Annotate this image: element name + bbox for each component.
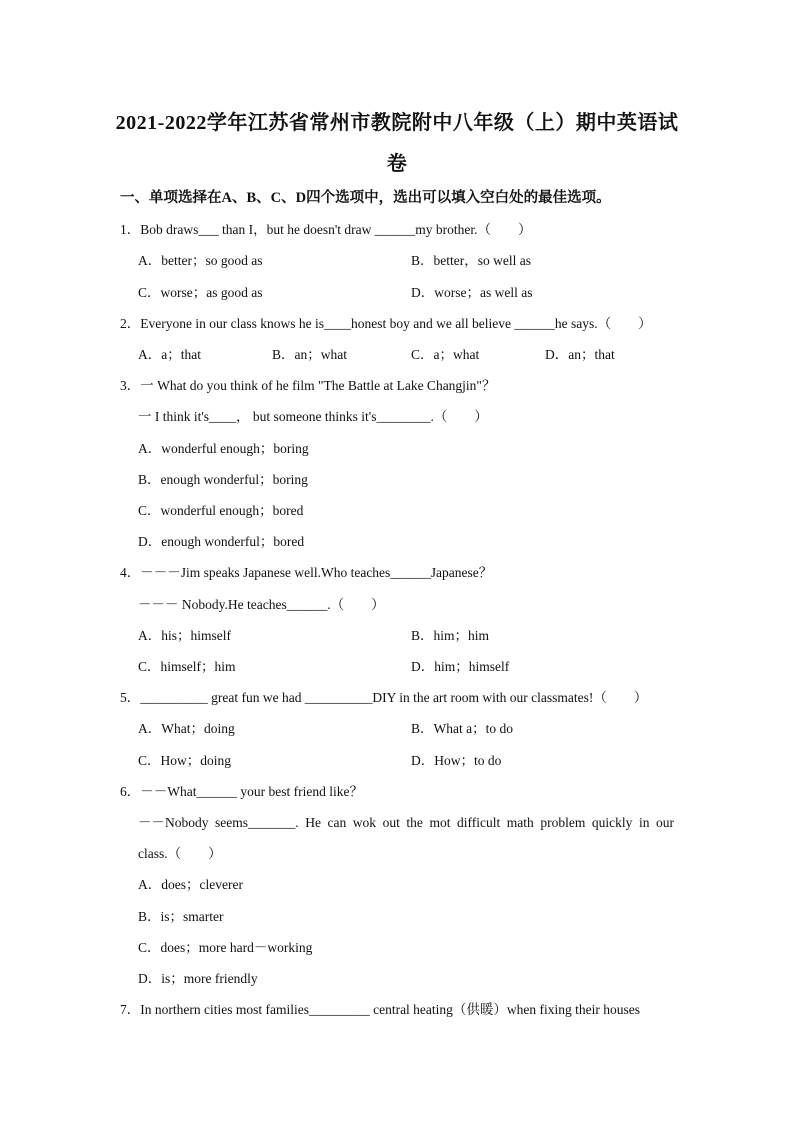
question-5-stem: 5．__________ great fun we had __________DIY in the art room with our classmates!（ ） bbox=[120, 690, 648, 705]
question-4-stem: 4．－－－Jim speaks Japanese well.Who teaches______Japanese？ bbox=[120, 565, 493, 580]
question-1-option-a: A．better；so good as bbox=[138, 253, 263, 268]
question-6-option-b: B．is；smarter bbox=[138, 909, 224, 924]
question-6-stem-reply: －－Nobody seems_______. He can wok out the mot difficult math problem quickly in our bbox=[138, 815, 674, 830]
question-4-option-b: B．him；him bbox=[411, 628, 490, 643]
question-5-option-b: B．What a；to do bbox=[411, 721, 513, 736]
question-1-option-c: C．worse；as good as bbox=[138, 285, 263, 300]
question-3-stem: 3．一 What do you think of he film "The Battle at Lake Changjin"？ bbox=[120, 378, 496, 393]
question-6-stem-end: class.（ ） bbox=[138, 846, 222, 861]
exam-title-line1: 2021-2022学年江苏省常州市教院附中八年级（上）期中英语试 bbox=[115, 112, 679, 134]
question-6-option-c: C．does；more hard－working bbox=[138, 940, 313, 955]
question-1-option-d: D．worse；as well as bbox=[411, 285, 533, 300]
question-5-option-c: C．How；doing bbox=[138, 753, 232, 768]
question-1-option-b: B．better，so well as bbox=[411, 253, 531, 268]
question-2-option-b: B．an；what bbox=[272, 347, 347, 362]
exam-title-line2: 卷 bbox=[386, 153, 408, 175]
question-5-option-d: D．How；to do bbox=[411, 753, 502, 768]
question-3-stem-reply: 一 I think it's____， but someone thinks it's________.（ ） bbox=[138, 409, 488, 424]
question-3-option-a: A．wonderful enough；boring bbox=[138, 441, 309, 456]
question-6-stem: 6．－－What______ your best friend like？ bbox=[120, 784, 363, 799]
question-1-stem: 1．Bob draws___ than I，but he doesn't draw ______my brother.（ ） bbox=[120, 222, 532, 237]
question-2-option-a: A．a；that bbox=[138, 347, 201, 362]
question-4-stem-reply: －－－ Nobody.He teaches______.（ ） bbox=[138, 597, 385, 612]
question-2-stem: 2．Everyone in our class knows he is____honest boy and we all believe ______he says.（ ） bbox=[120, 316, 652, 331]
question-7-stem: 7．In northern cities most families_________ central heating（供暖）when fixing their houses bbox=[120, 1002, 641, 1017]
question-3-option-b: B．enough wonderful；boring bbox=[138, 472, 308, 487]
question-6-option-d: D．is；more friendly bbox=[138, 971, 258, 986]
question-3-option-d: D．enough wonderful；bored bbox=[138, 534, 305, 549]
question-4-option-d: D．him；himself bbox=[411, 659, 510, 674]
question-4-option-c: C．himself；him bbox=[138, 659, 236, 674]
question-2-option-c: C．a；what bbox=[411, 347, 480, 362]
question-6-option-a: A．does；cleverer bbox=[138, 877, 243, 892]
question-3-option-c: C．wonderful enough；bored bbox=[138, 503, 304, 518]
question-5-option-a: A．What；doing bbox=[138, 721, 235, 736]
section-heading: 一、单项选择在A、B、C、D四个选项中，选出可以填入空白处的最佳选项。 bbox=[120, 190, 611, 206]
question-2-option-d: D．an；that bbox=[545, 347, 615, 362]
question-4-option-a: A．his；himself bbox=[138, 628, 231, 643]
